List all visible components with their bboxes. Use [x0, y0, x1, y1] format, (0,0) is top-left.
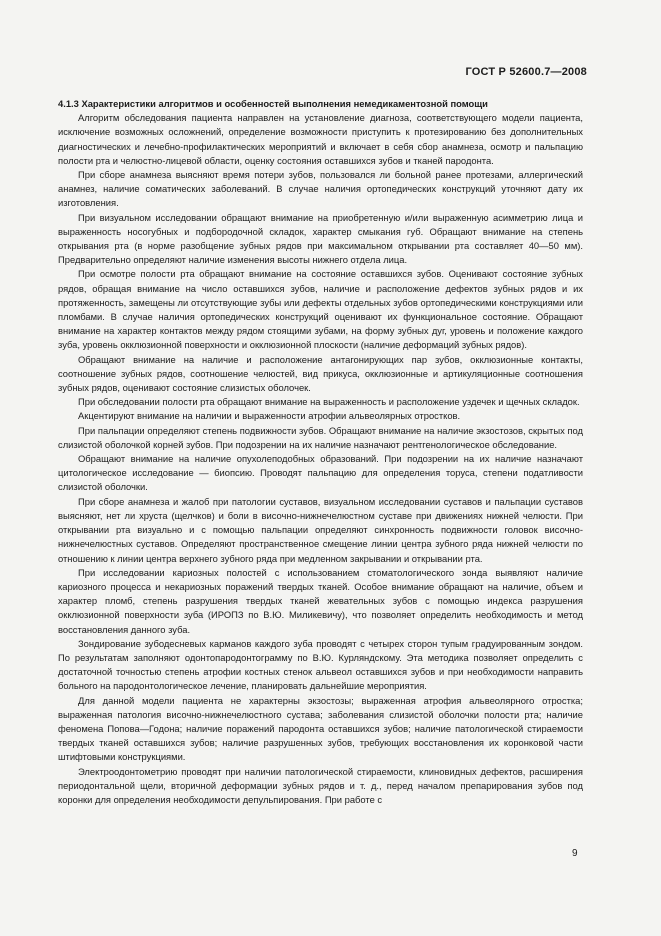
paragraph-joints: При сборе анамнеза и жалоб при патологии суставов, визуальном исследовании суставов и пальпации суставов выясняют, нет ли хруста (щелчков) и боли в височно-нижнечелюстном суставе при движениях нижней челюсти. При открывании рта визуально и с помощью пальпации определяют синхронность подвижности головок височно-нижнечелюстных суставов. Определяют пространственное смещение линии центра зубного ряда нижней челюсти по отношению к линии центра верхнего зубного ряда при медленном закрывании и открывании рта. — [58, 495, 583, 564]
paragraph-anamnesis: При сборе анамнеза выясняют время потери зубов, пользовался ли больной ранее протезами, аллергический анамнез, наличие соматических заболеваний. В случае наличия ортопедических конструкций уточняют дату их изготовления. — [58, 169, 583, 209]
paragraph-atrophy: Акцентируют внимание на наличии и выраженности атрофии альвеолярных отростков. — [78, 410, 461, 422]
paragraph-tumors: Обращают внимание на наличие опухолеподобных образований. При подозрении на их наличие назначают цитологическое исследование — биопсию. Проводят пальпацию для определения торуса, степени податливости слизистой оболочки. — [58, 453, 583, 493]
paragraph-palpation: При пальпации определяют степень подвижности зубов. Обращают внимание на наличие экзостозов, скрытых под слизистой оболочкой корней зубов. При подозрении на их наличие назначают рентгенологическое обследование. — [58, 424, 583, 450]
document-body — [58, 97, 583, 807]
paragraph-frenum: При обследовании полости рта обращают внимание на выраженность и расположение уздечек и щечных складок. — [78, 396, 580, 408]
document-header: ГОСТ Р 52600.7—2008 — [465, 66, 587, 78]
paragraph-antagonists: Обращают внимание на наличие и расположение антагонирующих пар зубов, окклюзионные контакты, соотношение зубных рядов, соотношение челюстей, вид прикуса, окклюзионные и артикуляционные соотношения зубных рядов, оценивают состояние слизистых оболочек. — [58, 353, 583, 394]
paragraph-probing: Зондирование зубодесневых карманов каждого зуба проводят с четырех сторон тупым градуированным зондом. По результатам заполняют одонтопародонтограмму по В.Ю. Курляндскому. Эта методика позволяет определить с достаточной точностью степень атрофии костных стенок альвеол оставшихся зубов и при необходимости направить больного на пародонтологическое лечение, планировать дальнейшие мероприятия. — [58, 637, 583, 692]
paragraph-examination-algorithm: Алгоритм обследования пациента направлен на установление диагноза, соответствующего модели пациента, исключение возможных осложнений, определение возможности приступить к протезированию без дополнительных диагностических и лечебно-профилактических мероприятий и включает в себя сбор анамнеза, осмотр и пальпацию полости рта и челюстно-лицевой области, оценку состояния оставшихся зубов и тканей пародонта. — [58, 112, 583, 166]
paragraph-electroodontometry: Электроодонтометрию проводят при наличии патологической стираемости, клиновидных дефектов, расширения периодонтальной щели, вторичной деформации зубных рядов и т. д., перед началом препарирования зубов под коронки для определения необходимости депульпирования. При работе с — [58, 765, 583, 805]
paragraph-caries: При исследовании кариозных полостей с использованием стоматологического зонда выявляют наличие кариозного процесса и некариозных поражений твердых тканей. Особое внимание обращают на наличие, объем и характер пломб, степень разрушения твердых тканей жевательных зубов с помощью индекса разрушения окклюзионной поверхности зуба (ИРОПЗ по В.Ю. Миликевичу), что позволяет определить необходимость и метод восстановления данного зуба. — [58, 566, 583, 635]
section-heading: 4.1.3 Характеристики алгоритмов и особенностей выполнения немедикаментозной помощи — [58, 98, 488, 109]
page-number: 9 — [572, 848, 578, 859]
paragraph-oral-exam: При осмотре полости рта обращают внимание на состояние оставшихся зубов. Оценивают состояние зубных рядов, обращая внимание на число оставшихся зубов, наличие и расположение дефектов зубных рядов и их протяженность, замещены ли отсутствующие зубы или дефекты отдельных зубов ортопедическими конструкциями или пломбами. В случае наличия ортопедических конструкций оценивают их функциональное состояние. Обращают внимание на характер контактов между рядом стоящими зубами, на форму зубных дуг, уровень и положение каждого зуба, уровень окклюзионной поверхности и окклюзионной плоскости (наличие деформаций зубных рядов). — [58, 268, 583, 351]
paragraph-not-characteristic: Для данной модели пациента не характерны экзостозы; выраженная атрофия альвеолярного отростка; выраженная патология височно-нижнечелюстного сустава; заболевания слизистой оболочки полости рта; наличие феномена Попова—Годона; наличие поражений пародонта оставшихся зубов; наличие патологической стираемости твердых тканей оставшихся зубов; наличие разрушенных зубов, требующих восстановления их коронковой части штифтовыми конструкциями. — [58, 694, 583, 763]
paragraph-visual-exam: При визуальном исследовании обращают внимание на приобретенную и/или выраженную асимметрию лица и выраженность носогубных и подбородочной складок, характер смыкания губ. Обращают внимание на степень открывания рта (в норме разобщение зубных рядов при максимальном открывании рта составляет 40—50 мм). Предварительно определяют наличие изменения высоты нижнего отдела лица. — [58, 211, 583, 266]
